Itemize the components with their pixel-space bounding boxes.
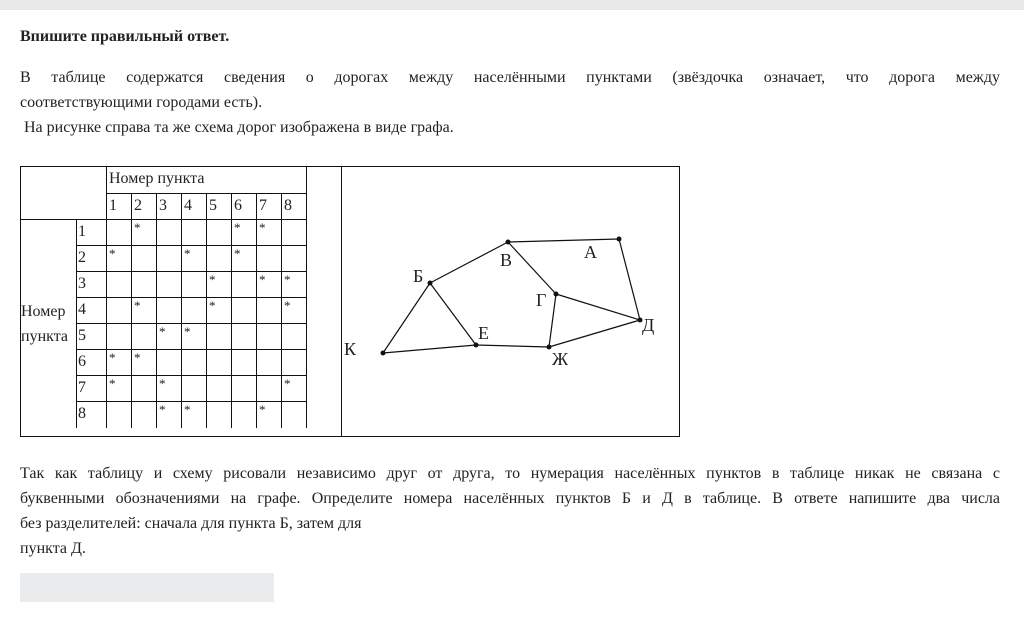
graph-vertex-label-E: Е: [478, 323, 489, 343]
graph-edge-V-A: [508, 239, 619, 242]
table-cell-8-4: *: [182, 402, 207, 428]
table-cell-8-2: [132, 402, 157, 428]
graph-edge-G-Zh: [549, 294, 556, 347]
table-cell-1-7: *: [257, 220, 282, 246]
table-cell-6-7: [257, 350, 282, 376]
table-cell-6-2: *: [132, 350, 157, 376]
row-number-6: 6: [77, 350, 107, 376]
table-cell-1-4: [182, 220, 207, 246]
table-cell-8-6: [232, 402, 257, 428]
table-cell-2-3: [157, 246, 182, 272]
question-line-1: Так как таблицу и схему рисовали независимо друг от друга, то нумерация населённых пунктов в таблице никак не связана с: [20, 465, 1000, 482]
graph-edge-K-E: [383, 345, 476, 353]
answer-input[interactable]: [20, 573, 274, 602]
table-cell-3-3: [157, 272, 182, 298]
table-cell-2-2: [132, 246, 157, 272]
table-cell-4-8: *: [282, 298, 307, 324]
graph-vertex-label-K: К: [344, 339, 357, 359]
graph-edge-B-K: [383, 283, 430, 353]
intro-text: [20, 65, 1000, 115]
table-cell-4-2: *: [132, 298, 157, 324]
table-cell-8-1: [107, 402, 132, 428]
table-cell-7-7: [257, 376, 282, 402]
table-cell-4-5: *: [207, 298, 232, 324]
table-cell-7-1: *: [107, 376, 132, 402]
table-cell-7-3: *: [157, 376, 182, 402]
table-cell-5-7: [257, 324, 282, 350]
graph-vertex-label-G: Г: [536, 290, 547, 310]
table-cell-8-3: *: [157, 402, 182, 428]
graph-vertex-B: [428, 281, 433, 286]
table-cell-3-5: *: [207, 272, 232, 298]
road-graph: [341, 167, 680, 436]
table-cell-6-3: [157, 350, 182, 376]
table-cell-5-5: [207, 324, 232, 350]
intro-line-1: В таблице содержатся сведения о дорогах между населёнными пунктами (звёздочка означает, что дорога между: [20, 69, 1000, 86]
table-cell-7-6: [232, 376, 257, 402]
column-number-2: 2: [132, 194, 157, 220]
table-cell-8-8: [282, 402, 307, 428]
table-cell-3-7: *: [257, 272, 282, 298]
table-cell-5-3: *: [157, 324, 182, 350]
table-cell-2-7: [257, 246, 282, 272]
table-row: [21, 220, 307, 246]
graph-edge-A-D: [619, 239, 640, 320]
table-cell-6-5: [207, 350, 232, 376]
table-cell-1-2: *: [132, 220, 157, 246]
graph-edge-B-V: [430, 242, 508, 283]
row-number-5: 5: [77, 324, 107, 350]
row-header-line-1: Номер: [21, 302, 66, 320]
table-cell-6-1: *: [107, 350, 132, 376]
table-cell-2-5: [207, 246, 232, 272]
question-text: [20, 461, 1000, 561]
table-cell-2-1: *: [107, 246, 132, 272]
table-cell-1-8: [282, 220, 307, 246]
column-number-8: 8: [282, 194, 307, 220]
table-corner: [21, 167, 107, 220]
row-number-4: 4: [77, 298, 107, 324]
graph-edge-B-E: [430, 283, 476, 345]
graph-edge-G-D: [556, 294, 640, 320]
row-number-7: 7: [77, 376, 107, 402]
task-heading: Впишите правильный ответ.: [20, 28, 230, 45]
question-line-4: пункта Д.: [20, 540, 86, 557]
table-cell-7-5: [207, 376, 232, 402]
question-line-3: без разделителей: сначала для пункта Б, затем для: [20, 515, 362, 532]
table-cell-2-8: [282, 246, 307, 272]
table-cell-5-4: *: [182, 324, 207, 350]
row-number-8: 8: [77, 402, 107, 428]
table-cell-6-8: [282, 350, 307, 376]
graph-vertex-label-D: Д: [642, 315, 655, 335]
row-header-line-2: пункта: [21, 327, 68, 345]
graph-edge-Zh-D: [549, 320, 640, 347]
roads-table: [21, 167, 307, 428]
table-cell-4-4: [182, 298, 207, 324]
column-number-6: 6: [232, 194, 257, 220]
table-cell-2-4: *: [182, 246, 207, 272]
table-cell-3-6: [232, 272, 257, 298]
graph-vertex-V: [506, 240, 511, 245]
table-cell-3-1: [107, 272, 132, 298]
graph-edge-V-G: [508, 242, 556, 294]
column-number-7: 7: [257, 194, 282, 220]
table-cell-1-6: *: [232, 220, 257, 246]
table-cell-4-6: [232, 298, 257, 324]
column-number-5: 5: [207, 194, 232, 220]
table-cell-7-2: [132, 376, 157, 402]
graph-vertex-label-A: А: [584, 242, 597, 262]
table-cell-5-8: [282, 324, 307, 350]
top-bar: [0, 0, 1024, 10]
table-cell-7-8: *: [282, 376, 307, 402]
table-cell-1-5: [207, 220, 232, 246]
table-cell-5-2: [132, 324, 157, 350]
table-cell-8-5: [207, 402, 232, 428]
table-cell-2-6: *: [232, 246, 257, 272]
row-number-3: 3: [77, 272, 107, 298]
task-figure: [20, 166, 680, 437]
question-line-2: буквенными обозначениями на графе. Определите номера населённых пунктов Б и Д в таблице. В ответе напишите два числа: [20, 490, 1000, 507]
table-cell-3-2: [132, 272, 157, 298]
table-cell-5-6: [232, 324, 257, 350]
column-number-1: 1: [107, 194, 132, 220]
graph-vertex-label-V: В: [500, 250, 513, 270]
intro-line-2: соответствующими городами есть).: [20, 94, 263, 111]
column-number-3: 3: [157, 194, 182, 220]
graph-vertex-Zh: [547, 345, 552, 350]
table-cell-3-8: *: [282, 272, 307, 298]
table-cell-7-4: [182, 376, 207, 402]
column-number-4: 4: [182, 194, 207, 220]
table-cell-6-4: [182, 350, 207, 376]
table-cell-4-3: [157, 298, 182, 324]
table-cell-4-7: [257, 298, 282, 324]
row-number-1: 1: [77, 220, 107, 246]
table-cell-8-7: *: [257, 402, 282, 428]
table-cell-5-1: [107, 324, 132, 350]
table-cell-1-1: [107, 220, 132, 246]
graph-vertex-label-Zh: Ж: [552, 349, 569, 369]
graph-vertex-label-B: Б: [413, 266, 424, 286]
table-cell-4-1: [107, 298, 132, 324]
table-cell-3-4: [182, 272, 207, 298]
graph-vertex-K: [381, 351, 386, 356]
table-cell-1-3: [157, 220, 182, 246]
graph-svg: [342, 167, 680, 436]
intro-line-3: На рисунке справа та же схема дорог изображена в виде графа.: [24, 119, 454, 136]
table-cell-6-6: [232, 350, 257, 376]
row-number-2: 2: [77, 246, 107, 272]
table-column-header: Номер пункта: [107, 167, 307, 194]
graph-edge-E-Zh: [476, 345, 549, 347]
graph-vertex-G: [554, 292, 559, 297]
table-row-header: [21, 220, 77, 428]
graph-vertex-A: [617, 237, 622, 242]
